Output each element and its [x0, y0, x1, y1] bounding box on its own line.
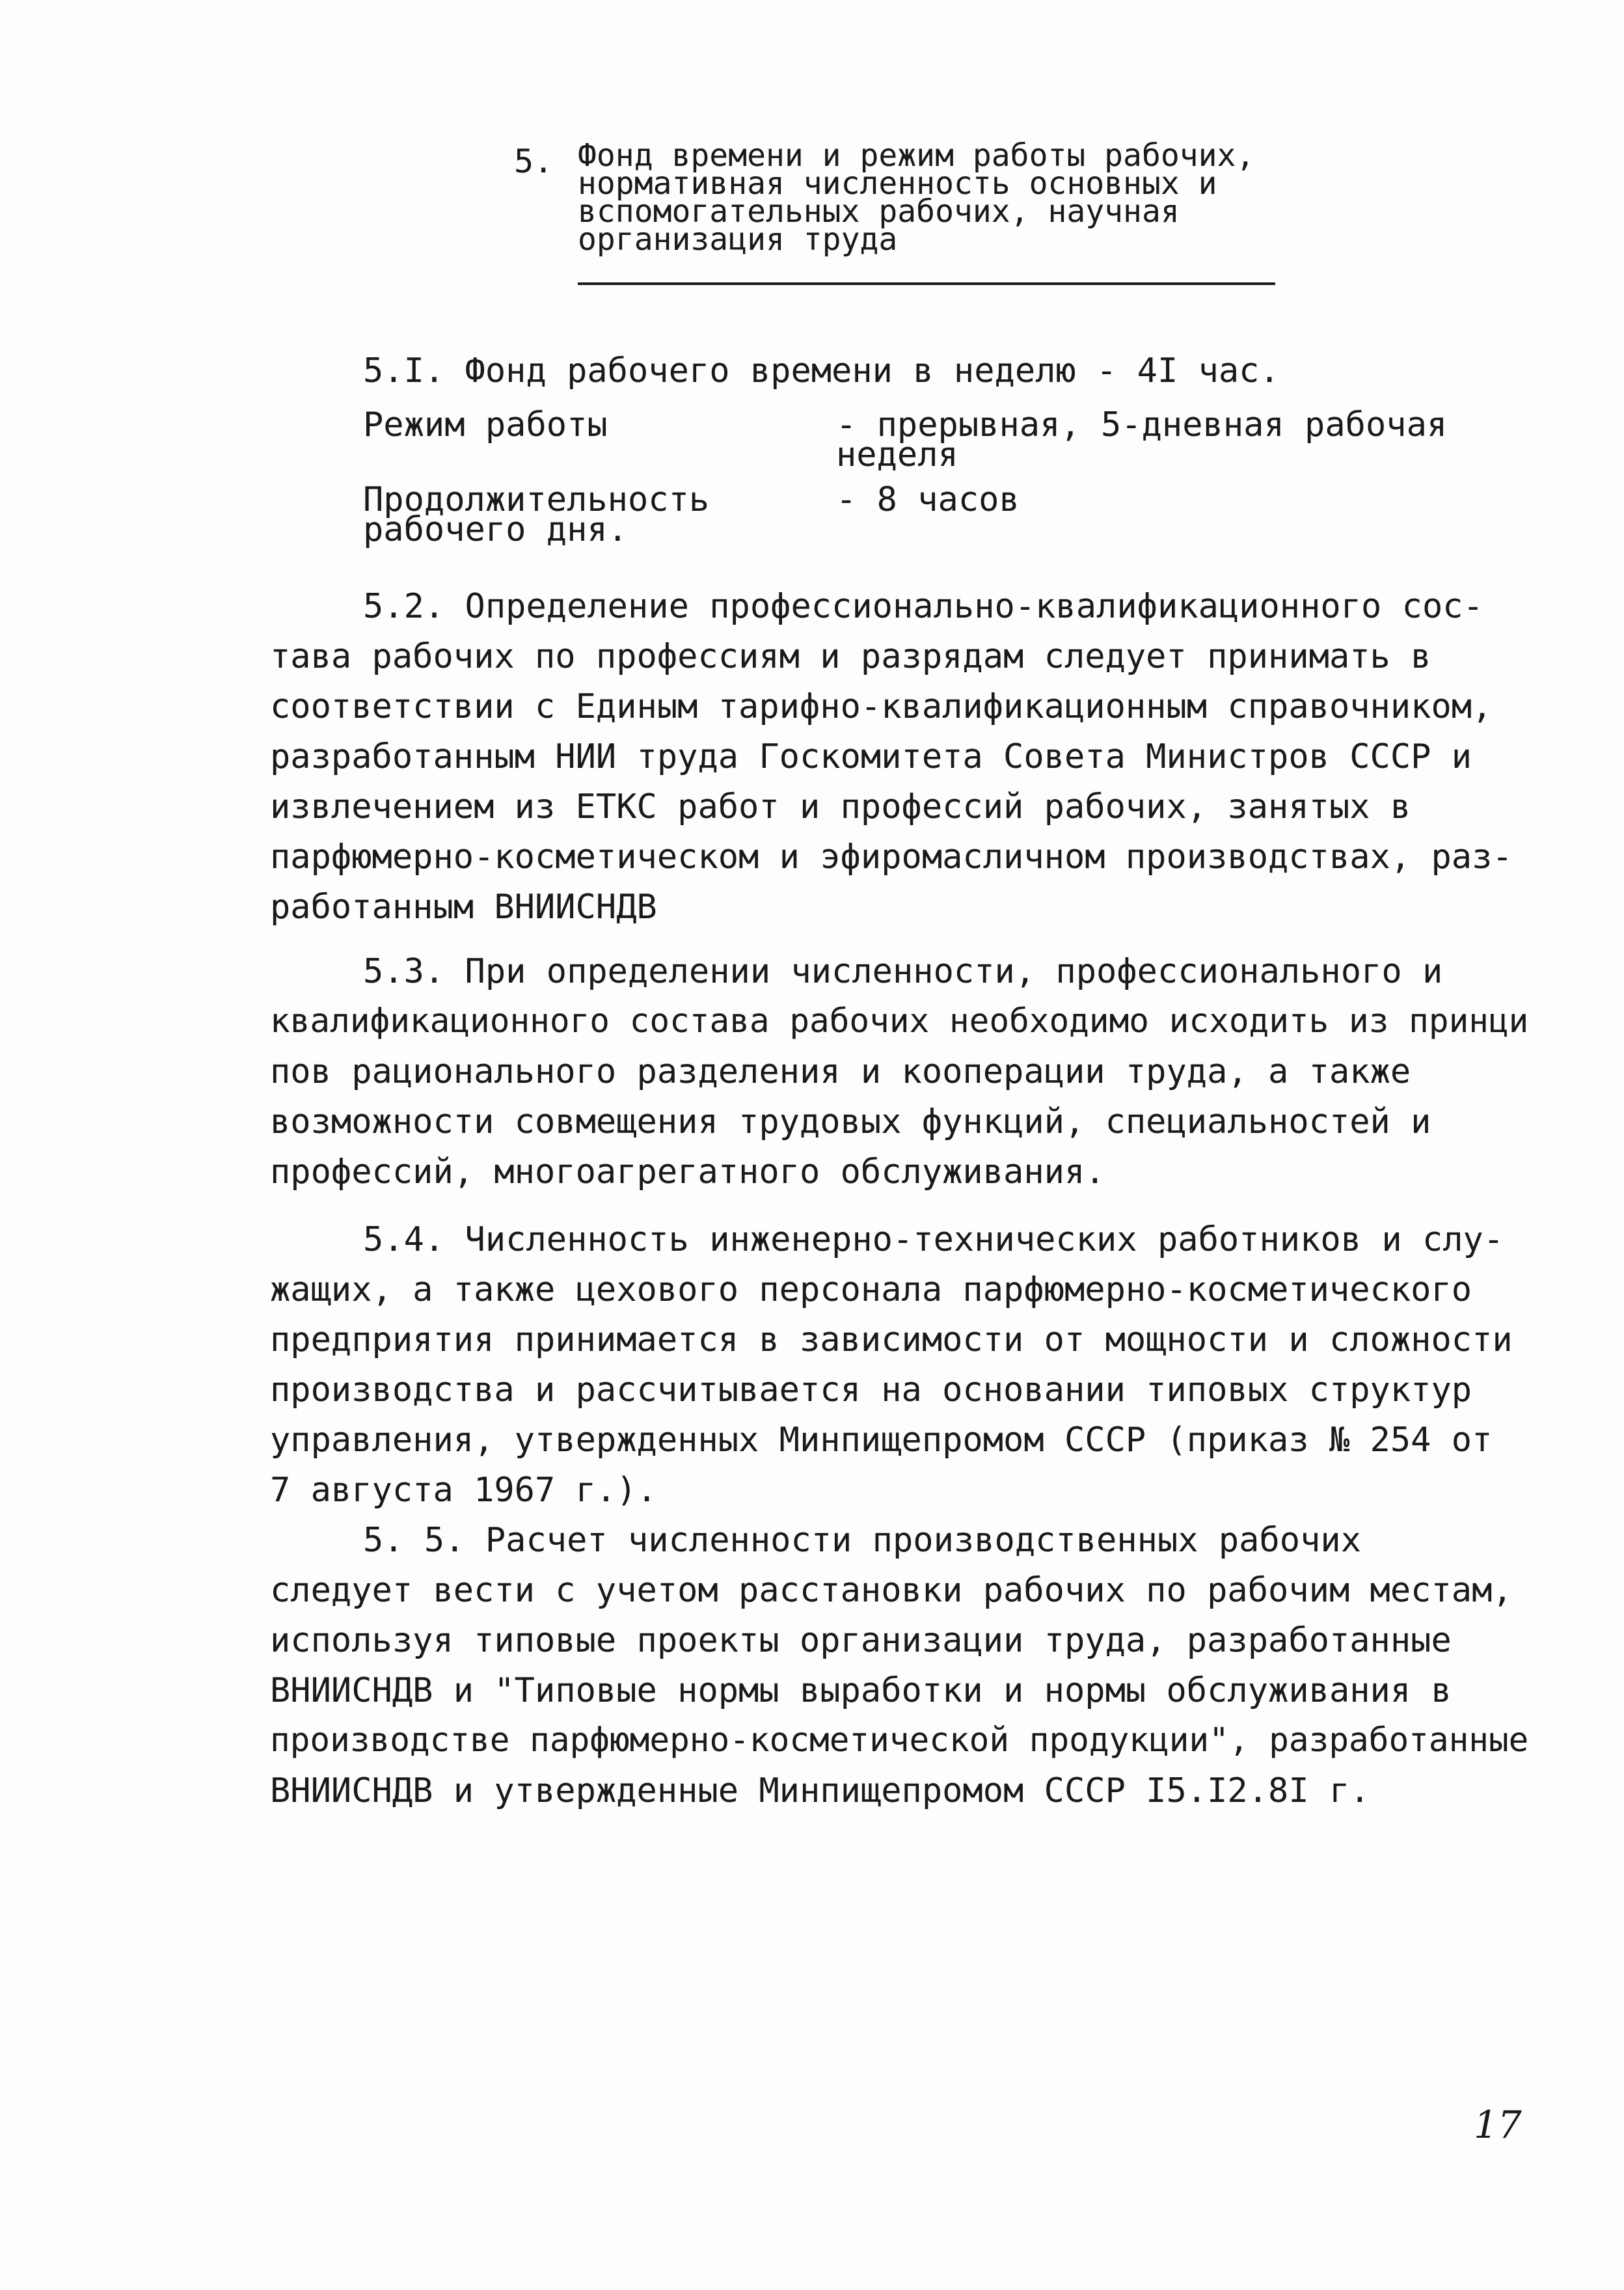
paragraph-line: соответствии с Единым тарифно-квалификационным справочником, — [270, 687, 1493, 726]
paragraph-line: следует вести с учетом расстановки рабочих по рабочим местам, — [270, 1571, 1513, 1610]
paragraph-line: возможности совмещения трудовых функций, специальностей и — [270, 1102, 1431, 1141]
paragraph-line: используя типовые проекты организации труда, разработанные — [270, 1621, 1452, 1660]
paragraph-line: производства и рассчитывается на основании типовых структур — [270, 1370, 1472, 1410]
paragraph-line: работанным ВНИИСНДВ — [270, 888, 657, 927]
paragraph-line: пов рационального разделения и кооперации труда, а также — [270, 1052, 1411, 1091]
paragraph-line: разработанным НИИ труда Госкомитета Совета Министров СССР и — [270, 737, 1472, 776]
paragraph-line: парфюмерно-косметическом и эфиромасличном производствах, раз- — [270, 838, 1513, 877]
workday-duration-label: Продолжительность рабочего дня. — [363, 480, 710, 549]
paragraph-line: 5.4. Численность инженерно-технических работников и слу- — [363, 1220, 1504, 1259]
paragraph-line: предприятия принимается в зависимости от мощности и сложности — [270, 1320, 1513, 1359]
section-heading-number: 5. — [514, 143, 554, 180]
paragraph-line: ВНИИСНДВ и "Типовые нормы выработки и нормы обслуживания в — [270, 1671, 1452, 1710]
paragraph-line: квалификационного состава рабочих необходимо исходить из принци — [270, 1002, 1529, 1041]
paragraph-line: ВНИИСНДВ и утвержденные Минпищепромом СССР I5.I2.8I г. — [270, 1771, 1370, 1810]
heading-underline — [578, 282, 1275, 285]
paragraph-line: производстве парфюмерно-косметической продукции", разработанные — [270, 1721, 1529, 1760]
paragraph-line: управления, утвержденных Минпищепромом СССР (приказ № 254 от — [270, 1421, 1493, 1460]
paragraph-line: 7 августа 1967 г.). — [270, 1471, 657, 1510]
work-mode-label: Режим работы — [363, 405, 608, 444]
paragraph-line: извлечением из ЕТКС работ и профессий рабочих, занятых в — [270, 787, 1411, 826]
paragraph-line: 5.3. При определении численности, профессионального и — [363, 952, 1443, 991]
page-number: 17 — [1474, 2103, 1522, 2147]
paragraph-line: профессий, многоагрегатного обслуживания. — [270, 1152, 1105, 1192]
paragraph-line: 5. 5. Расчет численности производственных рабочих — [363, 1521, 1362, 1560]
paragraph-line: жащих, а также цехового персонала парфюмерно-косметического — [270, 1270, 1472, 1309]
workday-duration-value: - 8 часов — [836, 480, 1020, 519]
paragraph-5-1-title: 5.I. Фонд рабочего времени в неделю - 4I час. — [363, 351, 1280, 390]
work-mode-value: - прерывная, 5-дневная рабочая неделя — [836, 405, 1448, 474]
paragraph-line: 5.2. Определение профессионально-квалификационного сос- — [363, 587, 1483, 626]
paragraph-line: тава рабочих по профессиям и разрядам следует принимать в — [270, 637, 1431, 676]
section-heading-text: Фонд времени и режим работы рабочих, нормативная численность основных и вспомогательных рабочих, научная организация труда — [578, 137, 1255, 258]
